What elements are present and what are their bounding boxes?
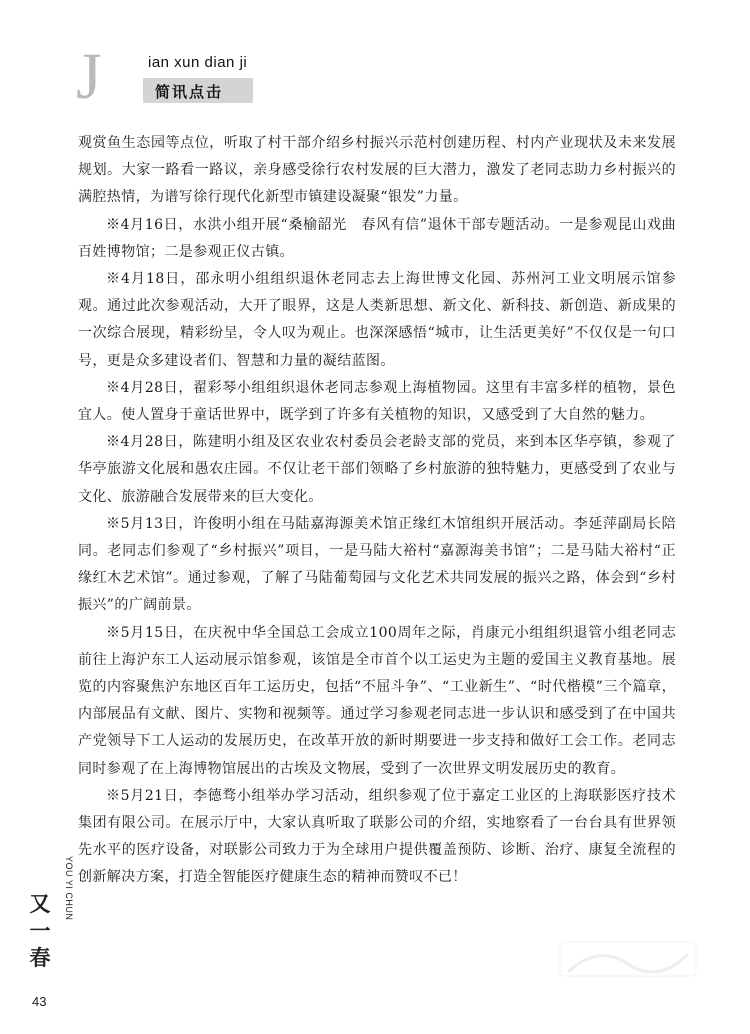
news-item-0521: ※5月21日，李德骛小组举办学习活动，组织参观了位于嘉定工业区的上海联影医疗技术集团有限公司。在展示厅中，大家认真听取了联影公司的介绍，实地察看了一台台具有世界领先水平的医疗设备，对联影公司致力于为全球用户提供覆盖预防、诊断、治疗、康复全流程的创新解决方案，打造全智能医疗健康生态的精神而赞叹不已！ — [78, 787, 676, 886]
header-pinyin: ian xun dian ji — [148, 54, 248, 71]
section-header — [76, 40, 276, 113]
news-item-0428-b: ※4月28日，陈建明小组及区农业农村委员会老龄支部的党员，来到本区华亭镇，参观了华亭旅游文化展和愚农庄园。不仅让老干部们领略了乡村旅游的独特魅力，更感受到了农业与文化、旅游融合发展带来的巨大变化。 — [78, 434, 676, 505]
news-item-0416: ※4月16日，水洪小组开展“桑榆韶光 春风有信”退休干部专题活动。一是参观昆山戏曲百姓博物馆；二是参观正仪古镇。 — [78, 216, 676, 260]
header-title-box — [143, 78, 253, 103]
magazine-logo: 又一春 — [29, 891, 51, 970]
news-item-0513: ※5月13日，许俊明小组在马陆嘉海源美术馆正缘红木馆组织开展活动。李延萍副局长陪同。老同志们参观了“乡村振兴”项目，一是马陆大裕村“嘉源海美书馆”；二是马陆大裕村“正缘红木艺术馆”。通过参观，了解了马陆葡萄园与文化艺术共同发展的振兴之路，体会到“乡村振兴”的广阔前景。 — [78, 515, 676, 614]
header-initial-letter: J — [76, 40, 102, 113]
watermark-logo-icon — [558, 934, 698, 984]
news-item-0515: ※5月15日，在庆祝中华全国总工会成立100周年之际，肖康元小组组织退管小组老同志前往上海沪东工人运动展示馆参观，该馆是全市首个以工运史为主题的爱国主义教育基地。展览的内容聚焦沪东地区百年工运历史，包括“不屈斗争”、“工业新生”、“时代楷模”三个篇章，内部展品有文献、图片、实物和视频等。通过学习参观老同志进一步认识和感受到了在中国共产党领导下工人运动的发展历史，在改革开放的新时期要进一步支持和做好工会工作。老同志同时参观了在上海博物馆展出的古埃及文物展，受到了一次世界文明发展历史的教育。 — [78, 624, 676, 777]
paragraph-continued: 观赏鱼生态园等点位，听取了村干部介绍乡村振兴示范村创建历程、村内产业现状及未来发展规划。大家一路看一路议，亲身感受徐行农村发展的巨大潜力，激发了老同志助力乡村振兴的满腔热情，为谱写徐行现代化新型市镇建设凝聚“银发”力量。 — [78, 135, 676, 206]
news-item-0428-a: ※4月28日，翟彩琴小组组织退休老同志参观上海植物园。这里有丰富多样的植物，景色宜人。使人置身于童话世界中，既学到了许多有关植物的知识，又感受到了大自然的魅力。 — [78, 379, 676, 424]
article-body — [78, 130, 676, 892]
news-item-0418: ※4月18日，邵永明小组组织退休老同志去上海世博文化园、苏州河工业文明展示馆参观。通过此次参观活动，大开了眼界，这是人类新思想、新文化、新科技、新创造、新成果的一次综合展现，精彩纷呈，令人叹为观止。也深深感悟“城市，让生活更美好”不仅仅是一句口号，更是众多建设者们、智慧和力量的凝结蓝图。 — [78, 271, 676, 369]
header-title: 简讯点击 — [155, 83, 224, 101]
magazine-pinyin: YOU YI CHUN — [64, 856, 74, 921]
page-number: 43 — [32, 994, 47, 1009]
